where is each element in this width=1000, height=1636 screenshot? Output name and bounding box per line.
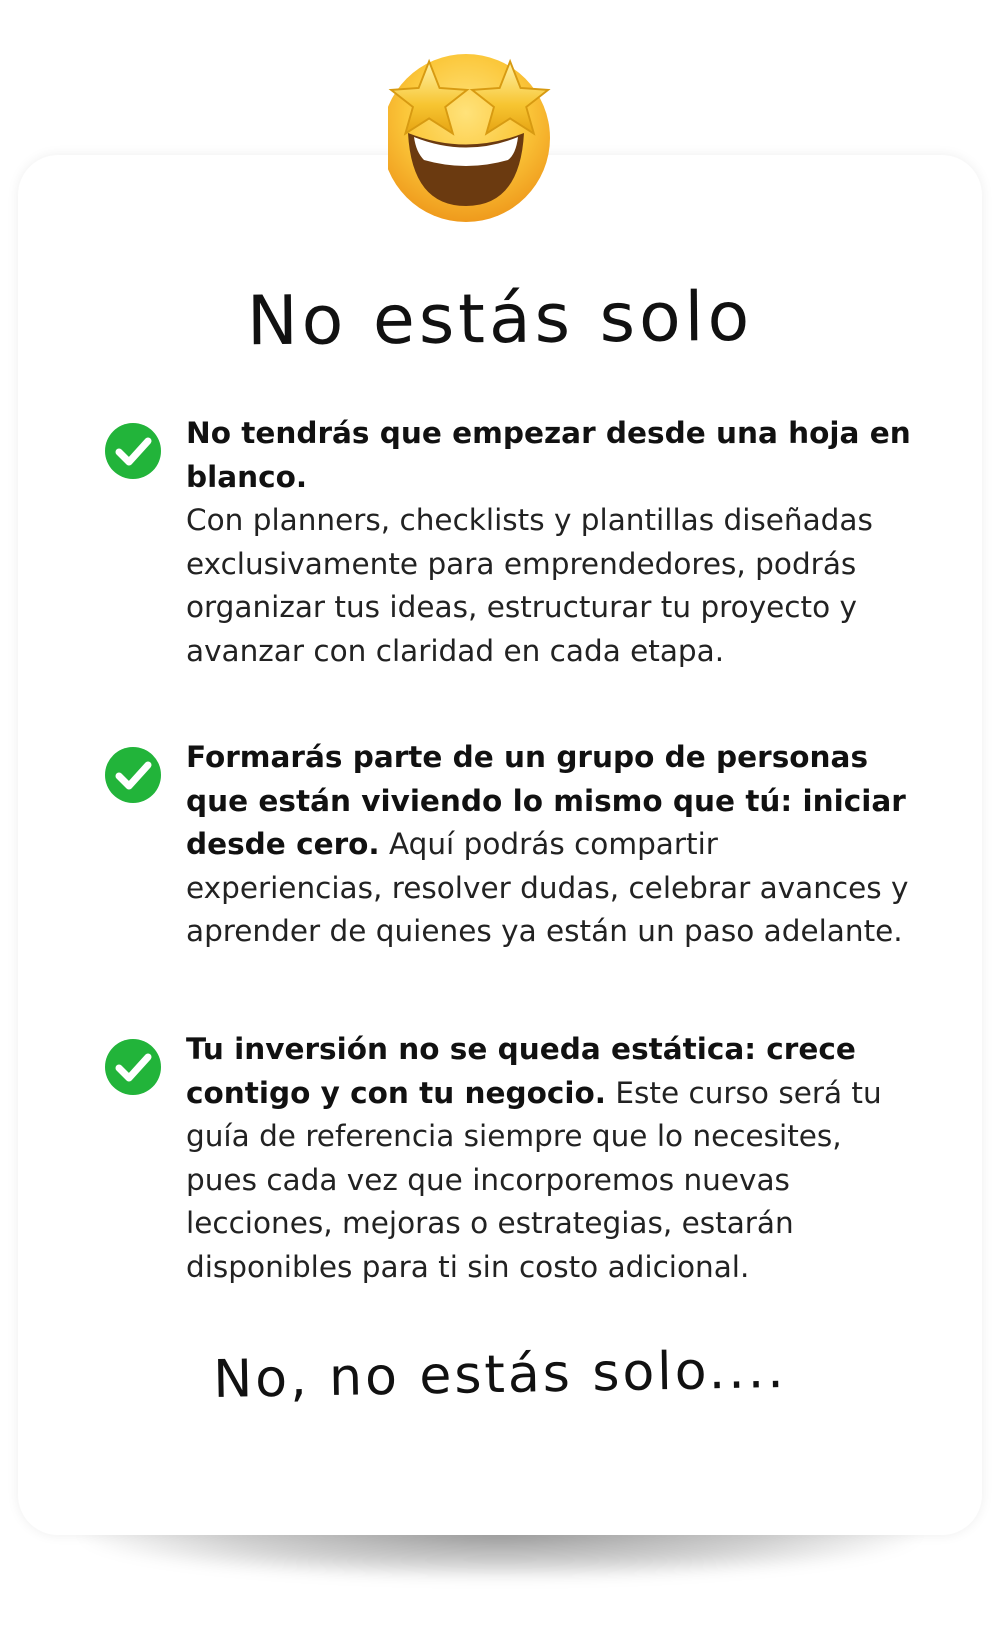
- benefit-body-3: Este curso será tu guía de referencia siempre que lo necesites, pues cada vez que incorporemos nuevas lecciones, mejoras o estrategias, estarán disponibles para ti sin costo adicional.: [186, 1075, 882, 1284]
- check-circle-icon: [104, 1038, 162, 1096]
- page-title: No estás solo: [246, 277, 754, 362]
- benefit-body-2: Aquí podrás compartir experiencias, resolver dudas, celebrar avances y aprender de quienes ya están un paso adelante.: [186, 827, 909, 948]
- star-struck-emoji-icon: [388, 38, 588, 228]
- benefit-heading-3: Tu inversión no se queda estática: crece contigo y con tu negocio.: [186, 1032, 856, 1110]
- benefit-body-1: Con planners, checklists y plantillas diseñadas exclusivamente para emprendedores, podrás organizar tus ideas, estructurar tu proyecto y avanzar con claridad en cada etapa.: [186, 503, 873, 668]
- check-circle-icon: [104, 422, 162, 480]
- benefit-heading-1: No tendrás que empezar desde una hoja en blanco.: [186, 416, 911, 494]
- benefit-heading-2: Formarás parte de un grupo de personas que están viviendo lo mismo que tú: iniciar desde cero.: [186, 740, 906, 861]
- check-circle-icon: [104, 746, 162, 804]
- benefit-text-1: [186, 412, 916, 673]
- benefit-text-3: [186, 1028, 916, 1289]
- benefit-text-2: [186, 736, 916, 954]
- closing-tagline: No, no estás solo....: [212, 1340, 788, 1410]
